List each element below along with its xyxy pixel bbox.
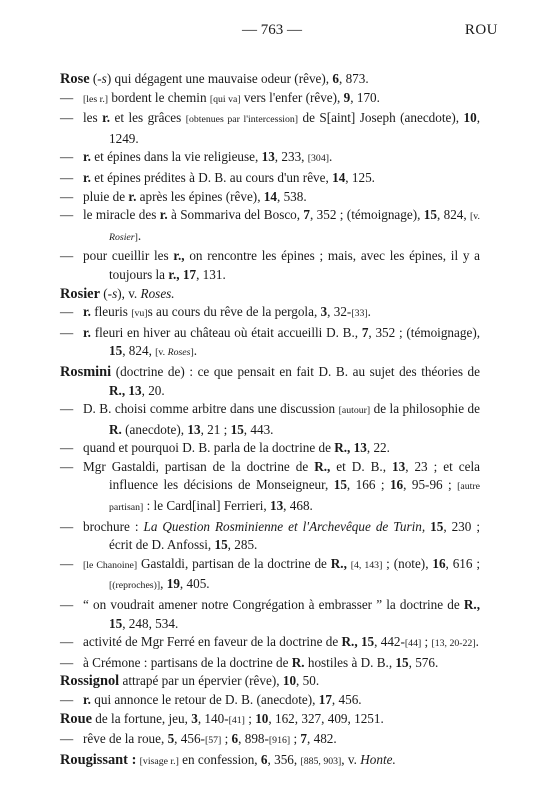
entry-text: , 352 ; (témoignage),	[368, 324, 481, 340]
entry-text: (anecdote),	[121, 421, 188, 437]
entry-text: La Question Rosminienne et l'Archevêque de Turin,	[143, 518, 426, 534]
entry-text: , 456-	[174, 731, 205, 747]
entry-text: [v.	[470, 211, 481, 223]
entry-text: r.	[83, 169, 91, 185]
entry-text: , 873.	[338, 71, 369, 86]
entry-text: [obtenues par l'intercession]	[185, 114, 299, 126]
entry-text: R.	[109, 421, 122, 437]
subentry-dash: —	[60, 692, 74, 707]
entry-text: , 352 ; (témoignage),	[310, 207, 424, 223]
entry-text: Mgr Gastaldi, partisan de la doctrine de	[83, 458, 315, 474]
entry-text: R.,	[463, 597, 480, 613]
entry-text: 15	[109, 615, 123, 631]
index-subentry	[60, 518, 480, 555]
entry-text: ;	[290, 731, 301, 747]
entry-text: 17	[182, 266, 197, 282]
entry-text: .	[367, 304, 371, 320]
entry-text: (doctrine de) : ce que pensait en fait D. B. au sujet des théories de	[111, 363, 480, 379]
entry-text: [33]	[351, 308, 368, 320]
index-entry	[60, 751, 480, 772]
entry-text: r.	[83, 692, 91, 707]
index-entry	[60, 672, 480, 691]
index-subentry	[60, 439, 480, 458]
entry-text: [916]	[268, 735, 291, 747]
entry-text: en confession,	[178, 751, 261, 767]
index-subentry	[60, 458, 480, 518]
entry-text: , 576.	[408, 654, 439, 670]
entry-text: (-	[99, 285, 113, 301]
entry-text: Rosier	[60, 285, 100, 302]
entry-text: , 616 ;	[445, 555, 481, 571]
entry-text: pluie de	[83, 188, 129, 204]
entry-text: 6	[332, 71, 339, 86]
subentry-dash: —	[60, 518, 74, 534]
entry-text: [qui va]	[209, 93, 241, 105]
entry-text: , 898-	[238, 731, 269, 747]
entry-text: 13	[353, 440, 367, 456]
index-entry	[60, 710, 480, 731]
entry-text: , 824,	[122, 343, 156, 359]
subentry-dash: —	[60, 149, 74, 165]
index-subentry	[60, 654, 480, 673]
entry-text: [autour]	[338, 405, 371, 417]
entry-text: r.	[83, 304, 91, 320]
entry-text: , 20.	[141, 382, 165, 398]
index-entry	[60, 363, 480, 400]
entry-text: le miracle des	[83, 207, 160, 223]
subentry-dash: —	[60, 304, 74, 320]
entry-text: R.	[291, 654, 305, 670]
entry-text: 15	[109, 343, 123, 359]
entry-text: [57]	[204, 735, 222, 747]
entry-text: 9	[343, 89, 351, 105]
entry-text: , 22.	[366, 440, 390, 456]
entry-text: 10	[282, 673, 297, 689]
index-entry	[60, 285, 480, 304]
entry-text: : le Card[inal] Ferrieri,	[143, 498, 270, 514]
entry-text: , 131.	[196, 266, 226, 282]
entry-text: Rosmini	[60, 363, 112, 380]
index-subentry	[60, 109, 480, 148]
entry-text: 14	[332, 169, 346, 185]
entry-text: 16	[432, 555, 446, 571]
entry-text: , 21 ;	[200, 421, 231, 437]
index-subentry	[60, 730, 480, 751]
entry-text: [vu]	[131, 308, 148, 320]
index-subentry	[60, 596, 480, 633]
entry-text: r.	[83, 149, 91, 165]
entry-text: de S[aint] Joseph (anecdote),	[298, 110, 464, 126]
subentry-dash: —	[60, 597, 74, 613]
entry-text: “ on voudrait amener notre Congrégation à embrasser ” la doctrine de	[83, 597, 464, 613]
entry-text: [le Chanoine]	[83, 559, 138, 571]
entry-text: r.	[102, 110, 111, 126]
index-subentry	[60, 324, 480, 363]
entry-text: , 95-96 ;	[403, 477, 458, 493]
entry-text: , 125.	[345, 169, 375, 185]
entry-text: Roses.	[140, 285, 175, 301]
entry-text: .	[137, 227, 142, 243]
entry-text: , 1249.	[109, 110, 480, 146]
entry-text: de la philosophie de	[370, 401, 480, 417]
entry-text: , 23 ; et cela influence les décisions de Monseigneur,	[109, 458, 481, 493]
entry-text: [44]	[404, 638, 422, 650]
entry-text: ]	[134, 231, 138, 243]
entry-text: ;	[221, 731, 232, 747]
subentry-dash: —	[60, 555, 74, 571]
entry-text: 15	[230, 421, 244, 437]
index-subentry	[60, 303, 480, 324]
entry-text: 17	[318, 692, 332, 707]
entry-text: , 442-	[374, 634, 405, 650]
entry-text: [13, 20-22]	[431, 638, 476, 650]
entry-text: ]	[190, 347, 194, 359]
entry-text: [885, 903]	[300, 755, 342, 767]
entry-text: R.,	[330, 555, 347, 571]
index-subentry	[60, 691, 480, 710]
entry-text: 7	[361, 324, 369, 340]
index-subentry	[60, 148, 480, 169]
subentry-dash: —	[60, 324, 74, 340]
entry-text: [autre partisan]	[109, 481, 480, 514]
entry-text: brochure :	[83, 518, 144, 534]
entry-text: à Sommariva del Bosco,	[167, 207, 304, 223]
subentry-dash: —	[60, 110, 74, 126]
entry-text: ;	[244, 710, 256, 726]
entry-text: (-	[89, 71, 102, 86]
entry-text: et D. B.,	[330, 458, 392, 474]
entry-text: hostiles à D. B.,	[304, 654, 396, 670]
entry-text: s	[101, 71, 107, 86]
entry-text: on rencontre les épines ; mais, avec les épines, il y a toujours la	[109, 248, 481, 282]
entry-text: [304]	[307, 153, 329, 165]
entry-text: ;	[421, 634, 432, 650]
entry-text: 5	[167, 731, 175, 747]
entry-text: 3	[320, 304, 328, 320]
entry-text: 3	[191, 710, 198, 726]
entry-text: ; (note),	[382, 555, 433, 571]
subentry-dash: —	[60, 458, 74, 474]
entry-text: R.,	[341, 634, 358, 650]
index-subentry	[60, 169, 480, 188]
entry-text: 15	[395, 654, 409, 670]
entry-text: , 285.	[227, 537, 258, 553]
entry-text: qui annonce le retour de D. B. (anecdote),	[90, 692, 319, 707]
entry-text: et épines dans la vie religieuse,	[90, 149, 262, 165]
entry-text: ) qui dégagent une mauvaise odeur (rêve),	[106, 71, 333, 86]
entry-text: ,	[160, 576, 167, 592]
subentry-dash: —	[60, 207, 74, 223]
index-subentry	[60, 206, 480, 247]
subentry-dash: —	[60, 731, 74, 747]
entry-text: fleuris	[90, 304, 132, 320]
subentry-dash: —	[60, 89, 74, 105]
entry-text: activité de Mgr Ferré en faveur de la doctrine de	[83, 634, 342, 650]
entry-text: 6	[260, 751, 268, 767]
entry-text: r.,	[168, 266, 180, 282]
entry-text: [visage r.]	[139, 755, 179, 767]
entry-text: 14	[263, 188, 277, 204]
entry-text: [41]	[228, 714, 245, 726]
entry-text: , 32-	[327, 304, 352, 320]
entry-text: 13	[269, 498, 284, 514]
entry-text: 10	[255, 710, 269, 726]
entry-text: 10	[463, 110, 477, 126]
entry-text: Rosier	[109, 231, 135, 243]
subentry-dash: —	[60, 188, 74, 204]
entry-text: .	[329, 149, 333, 165]
entry-text: 13	[261, 149, 275, 165]
index-subentry	[60, 247, 480, 284]
entry-text: 15	[430, 518, 444, 534]
entry-text: fleuri en hiver au château où était accueilli D. B.,	[90, 324, 362, 340]
entry-text: , 50.	[296, 673, 320, 689]
entry-text: Honte.	[360, 751, 396, 767]
subentry-dash: —	[60, 401, 74, 417]
index-entry	[60, 70, 480, 89]
subentry-dash: —	[60, 248, 74, 264]
entry-text: , 482.	[307, 731, 337, 747]
entry-text: 7	[303, 207, 311, 223]
entry-text: [4, 143]	[350, 559, 383, 571]
entry-text: bordent le chemin	[108, 89, 210, 105]
entry-text: Roses	[167, 347, 191, 359]
entry-text: , v.	[341, 751, 361, 767]
running-head: ROU	[464, 22, 498, 38]
entry-text: , 443.	[243, 421, 274, 437]
subentry-dash: —	[60, 654, 74, 670]
entry-text: attrapé par un épervier (rêve),	[119, 673, 283, 689]
entry-text: [v.	[155, 347, 168, 359]
entry-text: Rose	[60, 71, 90, 87]
entry-text: 13	[128, 382, 142, 398]
entry-text: Roue	[60, 710, 92, 727]
entry-text: 15	[423, 207, 437, 223]
entry-text: vers l'enfer (rêve),	[240, 89, 344, 105]
entry-text: , 162, 327, 409, 1251.	[268, 710, 384, 726]
entry-text: et épines prédites à D. B. au cours d'un rêve,	[90, 169, 333, 185]
entry-text: r.	[159, 207, 168, 223]
entry-text: 15	[333, 477, 347, 493]
entry-text: , 468.	[283, 498, 313, 514]
entry-text: , 456.	[331, 692, 362, 707]
entry-text: [(reproches)]	[109, 580, 161, 592]
entry-text: [les r.]	[83, 93, 109, 105]
entry-text: .	[475, 634, 479, 650]
entry-text: s au cours du rêve de la pergola,	[147, 304, 321, 320]
entry-text: les	[83, 110, 103, 126]
entry-text: ), v.	[117, 285, 141, 301]
entry-text: r.	[128, 188, 137, 204]
entry-text: 13	[187, 421, 201, 437]
entry-text: , 230 ; écrit de D. Anfossi,	[109, 518, 481, 553]
entry-text: , 248, 534.	[122, 615, 179, 631]
entry-text: D. B. choisi comme arbitre dans une discussion	[83, 401, 339, 417]
entry-text: Rougissant :	[60, 751, 137, 768]
subentry-dash: —	[60, 169, 74, 185]
index-entries	[60, 70, 480, 771]
entry-text: Rossignol	[60, 673, 120, 690]
entry-text: quand et pourquoi D. B. parla de la doctrine de	[83, 440, 335, 456]
index-subentry	[60, 188, 480, 207]
entry-text: Gastaldi, partisan de la doctrine de	[137, 555, 331, 571]
index-subentry	[60, 555, 480, 596]
page-number: — 763 —	[242, 22, 302, 38]
entry-text: R.,	[109, 382, 126, 398]
entry-text: 7	[300, 731, 308, 747]
entry-text: 15	[214, 537, 228, 553]
index-subentry	[60, 633, 480, 654]
entry-text: 16	[389, 477, 404, 493]
entry-text: r.	[83, 324, 91, 340]
index-subentry	[60, 89, 480, 110]
index-subentry	[60, 400, 480, 439]
entry-text: et les grâces	[110, 110, 186, 126]
entry-text: 6	[231, 731, 239, 747]
entry-text: , 824,	[436, 207, 471, 223]
subentry-dash: —	[60, 634, 74, 650]
subentry-dash: —	[60, 440, 74, 456]
entry-text: à Crémone : partisans de la doctrine de	[83, 654, 292, 670]
entry-text: , 170.	[350, 89, 380, 105]
entry-text: de la fortune, jeu,	[91, 710, 192, 726]
entry-text: , 166 ;	[346, 477, 390, 493]
entry-text: 13	[392, 458, 406, 474]
entry-text: s	[112, 285, 118, 301]
entry-text: pour cueillir les	[83, 248, 174, 264]
entry-text: r.,	[173, 248, 185, 264]
entry-text: , 140-	[197, 710, 229, 726]
entry-text: 15	[360, 634, 375, 650]
entry-text: , 233,	[274, 149, 308, 165]
entry-text: , 405.	[179, 576, 210, 592]
entry-text: 19	[166, 576, 180, 592]
entry-text: après les épines (rêve),	[136, 188, 264, 204]
entry-text: , 538.	[276, 188, 307, 204]
entry-text: R.,	[314, 458, 331, 474]
entry-text: .	[193, 343, 198, 359]
entry-text: rêve de la roue,	[83, 731, 168, 747]
entry-text: R.,	[334, 440, 351, 456]
entry-text: , 356,	[267, 751, 301, 767]
